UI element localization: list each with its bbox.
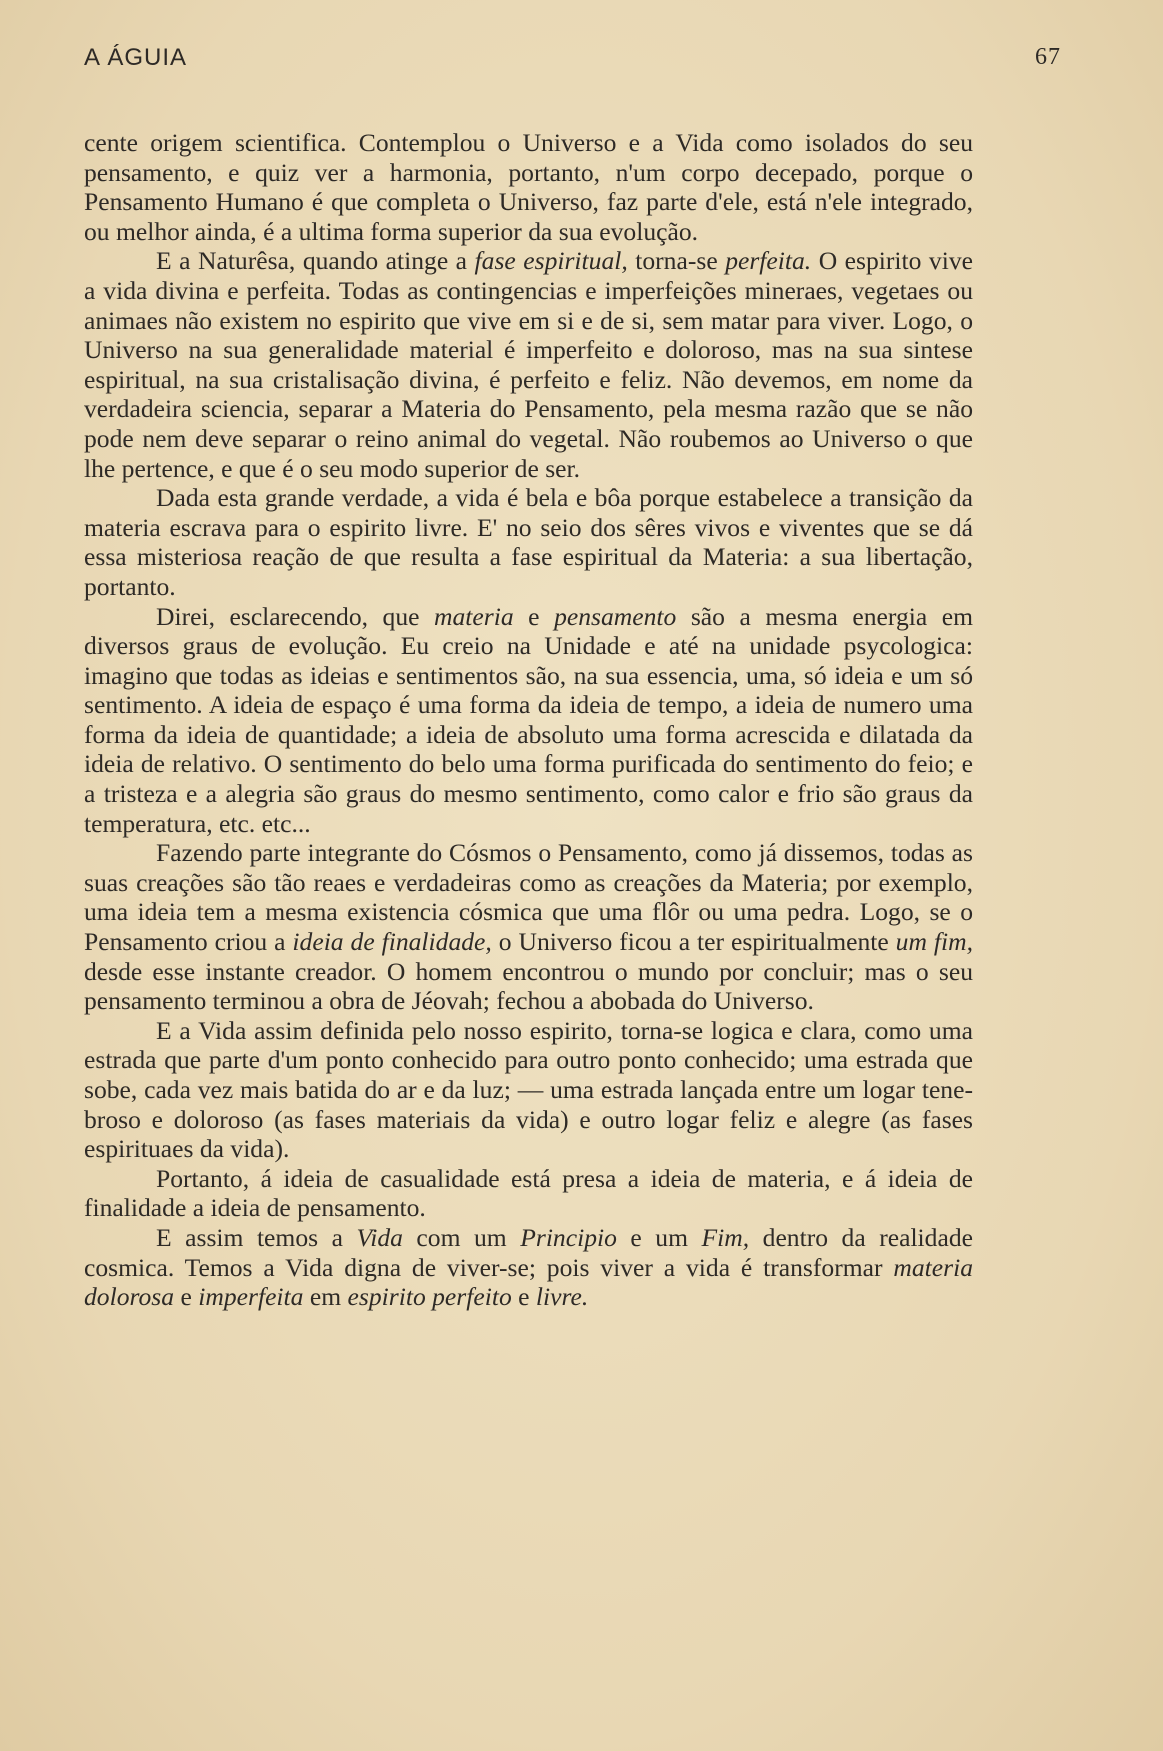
italic-text: materia dolorosa [84, 1252, 973, 1312]
text-run: torna-se [627, 246, 726, 276]
italic-text: livre. [535, 1282, 589, 1312]
text-run: e [511, 1282, 536, 1312]
text-run: com um [402, 1222, 521, 1252]
italic-text: ideia de finalidade, [292, 927, 492, 957]
page-number: 67 [1035, 44, 1061, 70]
italic-text: Principio [520, 1222, 617, 1252]
text-run: O espirito vive a vida divina e perfeita. Todas as contingencias e imperfeições mineraes, vegetaes ou animaes não existem no espirito que vive em si e de si, sem matar para viver. Logo, o Universo na sua generalidade material é imperfeito e doloroso, mas na sua sintese espiritual, na sua cristalisação divina, é perfeito e feliz. Não devemos, em nome da verdadeira sciencia, separar a Materia do Pensamento, pela mesma razão que se não pode nem deve separar o reino animal do vegetal. Não roubemos ao Universo o que lhe pertence, e que é o seu modo superior de ser. [84, 246, 973, 483]
italic-text: materia [434, 601, 514, 631]
paragraph [84, 838, 973, 1016]
text-run: em [303, 1282, 348, 1312]
text-run: são a mesma energia em diversos graus de evolução. Eu creio na Unidade e até na unidade psycologica: imagino que todas as ideias e sentimentos são, na sua essencia, uma, só ideia e um só sentimento. A ideia de espaço é uma forma da ideia de tempo, a ideia de numero uma forma da ideia de quantidade; a ideia de absoluto uma forma acrescida e dilatada da ideia de relativo. O sentimento do belo uma forma purificada do sentimento do feio; e a tristeza e a alegria são graus do mesmo sentimento, como calor e frio são graus da temperatura, etc. etc... [84, 601, 973, 838]
text-run: E a Naturêsa, quando atinge a [156, 246, 475, 276]
text-run: Fazendo parte integrante do Cósmos o Pensamento, como já dissemos, todas as suas creações são tão reaes e verdadeiras como as creações da Materia; por exemplo, uma ideia tem a mesma existencia cósmica que uma flôr ou uma pedra. Logo, se o Pensamento criou a [84, 838, 973, 957]
text-run: o Universo ficou a ter espiritualmente [491, 927, 896, 957]
text-run: E a Vida assim definida pelo nosso espirito, torna-se logica e clara, como uma estrada que parte d'um ponto conhecido para outro ponto conhecido; uma estrada que sobe, cada vez mais batida do ar e da luz; — uma estrada lançada entre um logar tenebroso e doloroso (as fases materiais da vida) e outro logar feliz e alegre (as fases espirituaes da vida). [84, 1015, 973, 1164]
paragraph [84, 1164, 973, 1223]
italic-text: Vida [356, 1222, 403, 1252]
text-run: e [513, 601, 555, 631]
paragraph [84, 483, 973, 601]
italic-text: perfeita. [725, 246, 812, 276]
text-run: e [174, 1282, 199, 1312]
text-run: Direi, esclarecendo, que [156, 601, 435, 631]
paragraph [84, 1223, 973, 1312]
text-run: desde esse instante creador. O homem encontrou o mundo por concluir; mas o seu pensamento terminou a obra de Jéovah; fechou a abobada do Universo. [84, 956, 973, 1016]
italic-text: Fim, [701, 1222, 750, 1252]
paragraph [84, 246, 973, 483]
text-run: Dada esta grande verdade, a vida é bela e bôa porque estabelece a transição da materia escrava para o espirito livre. E' no seio dos sêres vivos e viventes que se dá essa misteriosa reação de que resulta a fase espiritual da Materia: a sua libertação, portanto. [84, 483, 973, 601]
italic-text: imperfeita [198, 1282, 304, 1312]
paragraph [84, 128, 973, 246]
text-run: dentro da realidade cosmica. Temos a Vida digna de viver-se; pois viver a vida é transformar [84, 1222, 973, 1282]
italic-text: pensamento [554, 601, 677, 631]
page-header [84, 44, 1061, 84]
paragraph [84, 602, 973, 839]
text-run: e um [616, 1222, 702, 1252]
article-body [84, 128, 973, 1312]
italic-text: espirito perfeito [347, 1282, 512, 1312]
text-run: E assim temos a [156, 1222, 357, 1252]
text-run: cente origem scientifica. Contemplou o Universo e a Vida como isolados do seu pensamento, e quiz ver a harmonia, portanto, n'um corpo decepado, porque o Pensamento Humano é que completa o Universo, faz parte d'ele, está n'ele integrado, ou melhor ainda, é a ultima forma superior da sua evolução. [84, 128, 973, 246]
italic-text: um fim, [895, 927, 973, 957]
italic-text: fase espiritual, [474, 246, 628, 276]
running-title: A ÁGUIA [84, 44, 188, 71]
paragraph [84, 1016, 973, 1164]
text-run: Portanto, á ideia de casualidade está presa a ideia de materia, e á ideia de finalidade a ideia de pensamento. [84, 1163, 973, 1223]
